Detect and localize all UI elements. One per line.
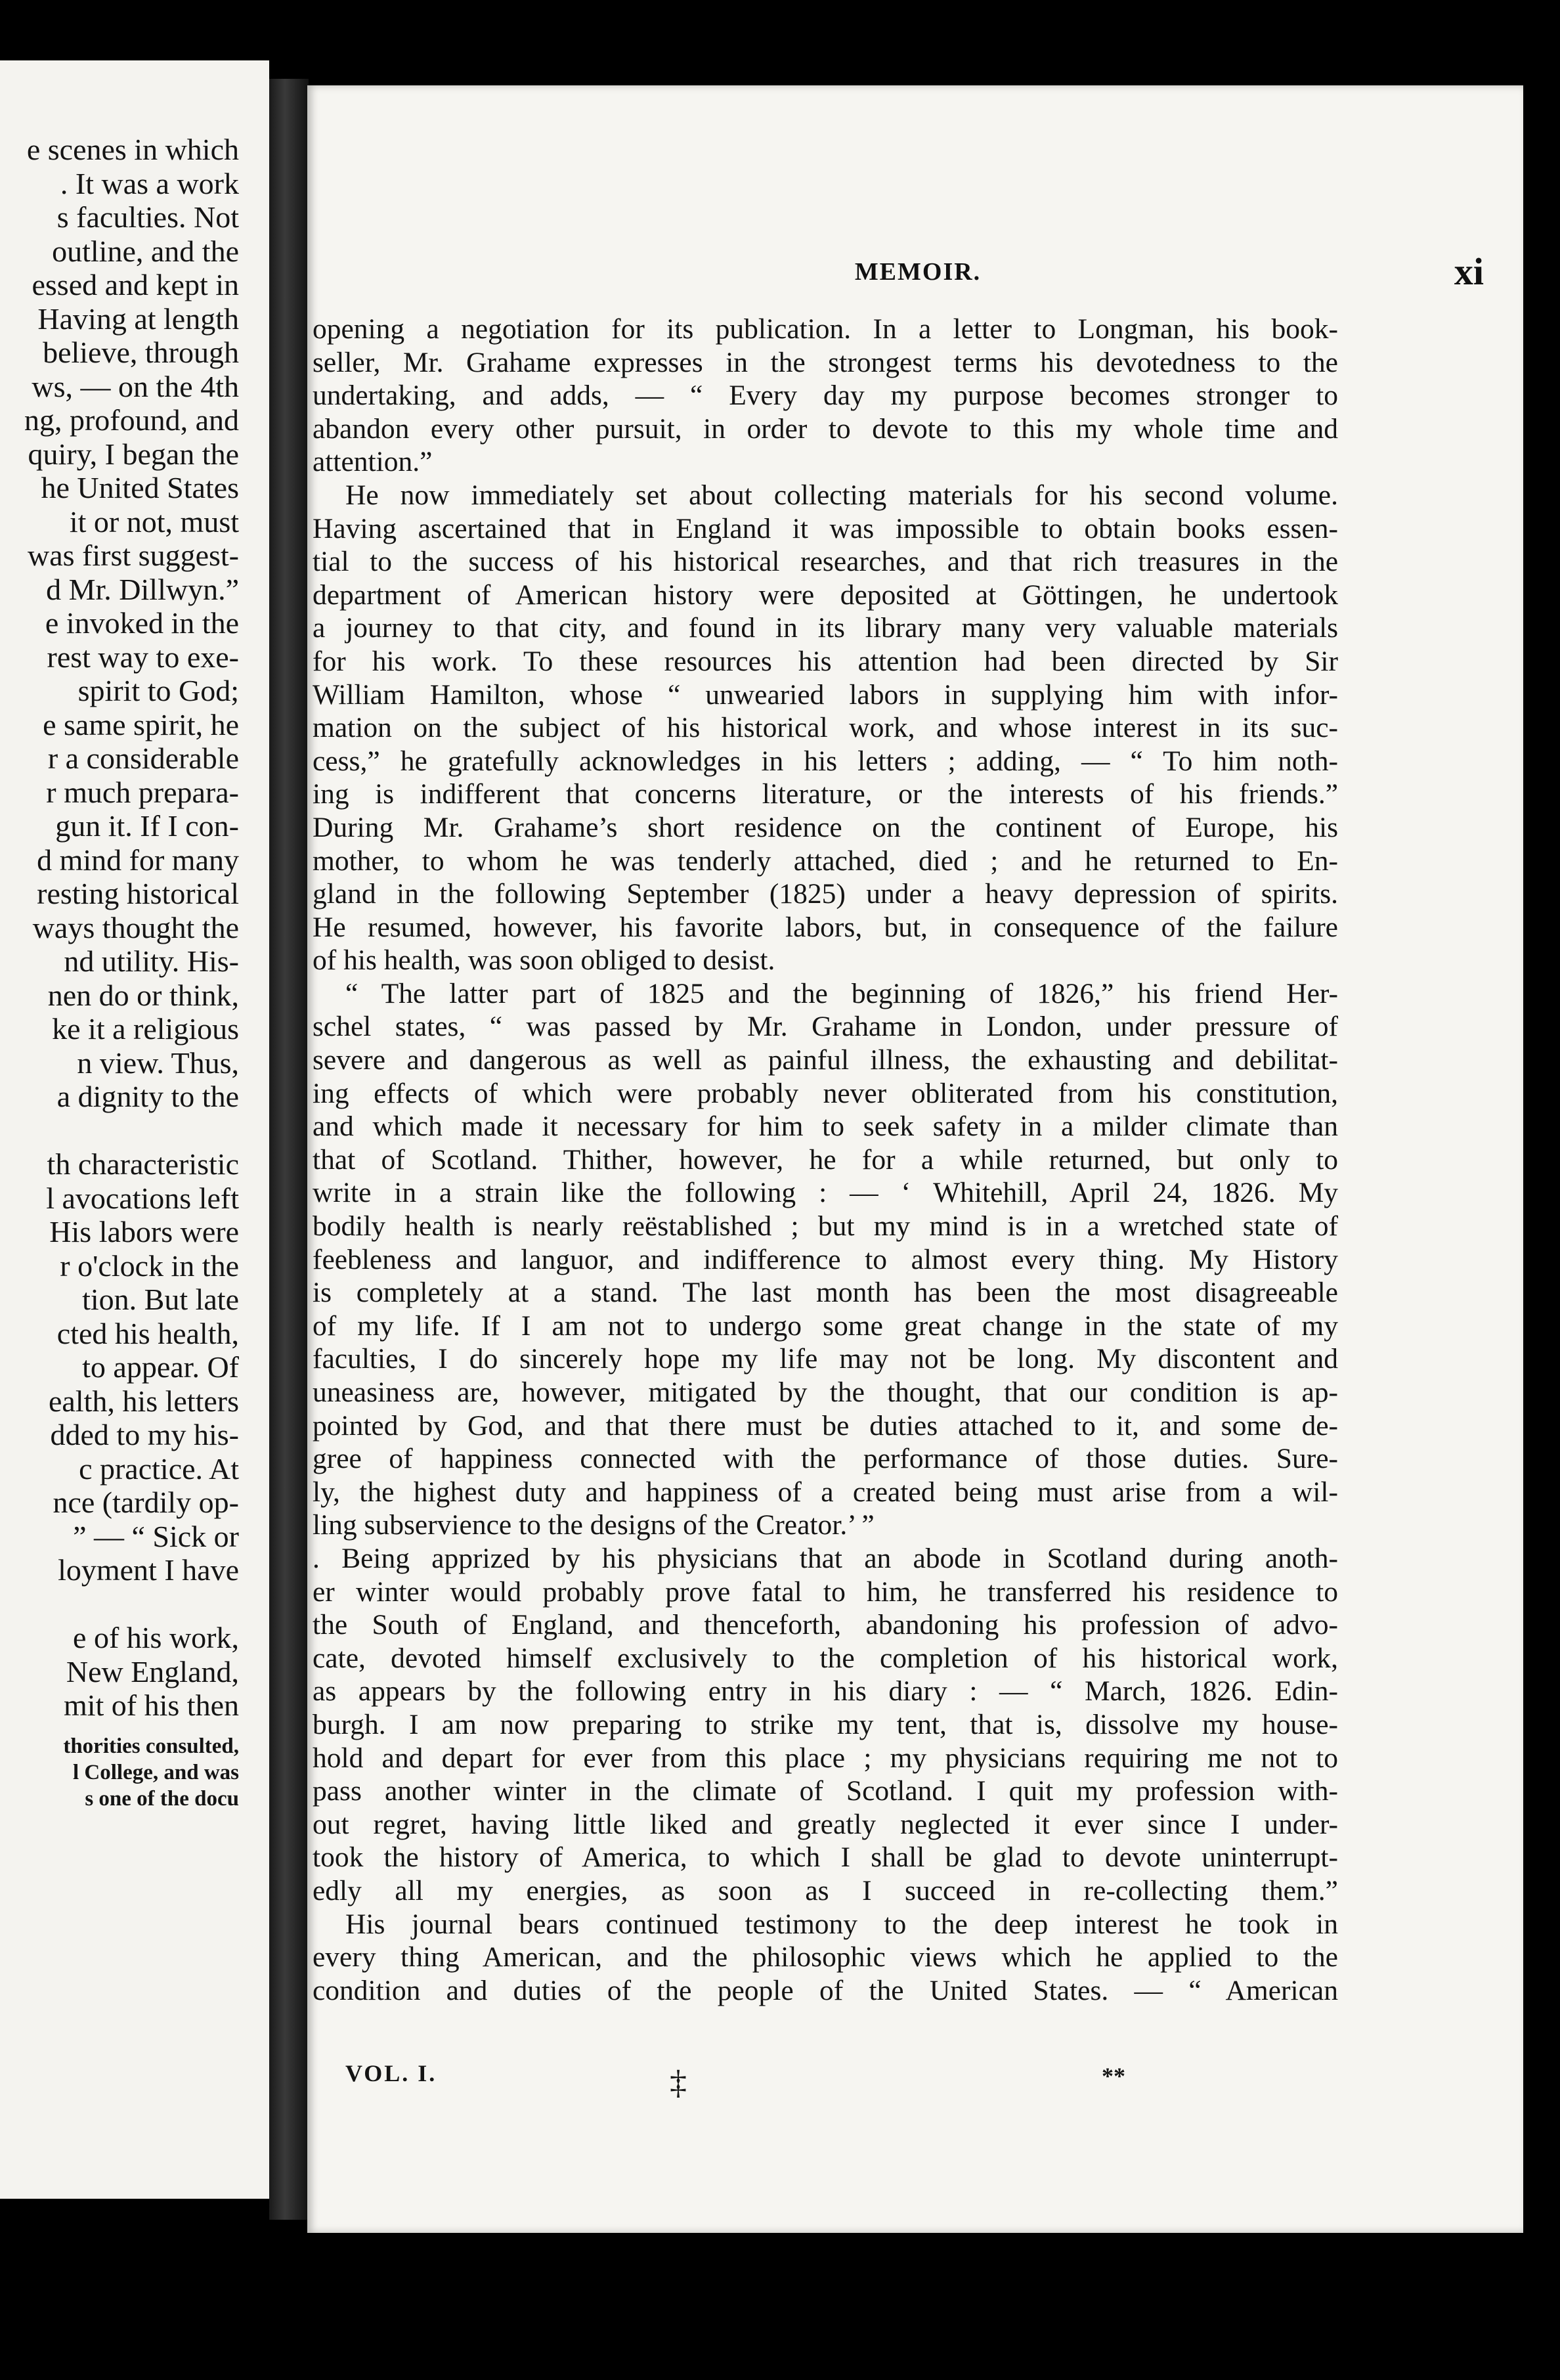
left-page-line: mit of his then <box>63 1688 239 1722</box>
text-line: feebleness and languor, and indifference to almost every thing. My History <box>313 1243 1338 1275</box>
left-page-line: ways thought the <box>32 910 239 944</box>
left-page-line: r o'clock in the <box>60 1248 239 1283</box>
text-line: hold and depart for ever from this place ; my physicians requiring me not to <box>313 1742 1338 1774</box>
left-page-footnote-line: s one of the docu <box>85 1786 239 1811</box>
text-line: pass another winter in the climate of Scotland. I quit my profession with- <box>313 1775 1338 1807</box>
text-line: schel states, “ was passed by Mr. Grahame in London, under pressure of <box>313 1011 1338 1043</box>
left-page-line: nd utility. His- <box>64 944 239 978</box>
text-line: cate, devoted himself exclusively to the completion of his historical work, <box>313 1642 1338 1674</box>
left-page-footnote-line: l College, and was <box>72 1760 239 1784</box>
left-page-line: outline, and the <box>52 234 239 268</box>
left-page-line: rest way to exe- <box>47 640 239 674</box>
left-page-line: e same spirit, he <box>43 707 239 741</box>
left-page-line: a dignity to the <box>56 1080 239 1113</box>
text-line: opening a negotiation for its publication. In a letter to Longman, his book- <box>313 313 1338 345</box>
left-page-line: c practice. At <box>79 1451 239 1486</box>
text-line: that of Scotland. Thither, however, he for a while returned, but only to <box>313 1143 1338 1176</box>
text-line: ing effects of which were probably never obliterated from his constitution, <box>313 1077 1338 1109</box>
left-page-line: spirit to God; <box>77 674 239 707</box>
text-line: attention.” <box>313 446 433 478</box>
left-page-line: l avocations left <box>46 1181 239 1215</box>
text-line: condition and duties of the people of the United States. — “ American <box>313 1974 1338 2006</box>
text-line: as appears by the following entry in his diary : — “ March, 1826. Edin- <box>313 1675 1338 1708</box>
text-line: seller, Mr. Grahame expresses in the strongest terms his devotedness to the <box>313 346 1338 378</box>
text-line: mation on the subject of his historical work, and whose interest in its suc- <box>313 712 1338 744</box>
text-line: mother, to whom he was tenderly attached, died ; and he returned to En- <box>313 845 1338 877</box>
left-page-line: ” — “ Sick or <box>73 1519 239 1553</box>
volume-signature: VOL. I. <box>345 2060 437 2086</box>
text-line: He resumed, however, his favorite labors, but, in consequence of the failure <box>313 911 1338 943</box>
left-page-line: . It was a work <box>60 166 239 200</box>
text-line: burgh. I am now preparing to strike my tent, that is, dissolve my house- <box>313 1708 1338 1740</box>
left-page-line: cted his health, <box>56 1316 239 1350</box>
left-page-line: n view. Thus, <box>77 1046 239 1080</box>
main-page <box>307 85 1523 2233</box>
left-page-line: was first suggest- <box>28 539 239 572</box>
signature-mark: ‡ <box>670 2064 687 2102</box>
left-page-line: r a considerable <box>47 741 239 775</box>
left-page-line: resting historical <box>37 877 239 910</box>
left-page-line: tion. But late <box>82 1283 239 1316</box>
left-page-line: nen do or think, <box>47 978 239 1012</box>
text-line: “ The latter part of 1825 and the beginning of 1826,” his friend Her- <box>345 977 1338 1009</box>
left-page-line: loyment I have <box>58 1553 239 1587</box>
left-page-line: believe, through <box>43 336 239 369</box>
text-line: took the history of America, to which I shall be glad to devote uninterrupt- <box>313 1841 1338 1874</box>
page-number: xi <box>1454 250 1484 293</box>
text-line: severe and dangerous as well as painful illness, the exhausting and debilitat- <box>313 1044 1338 1076</box>
signature-stars: ** <box>1102 2063 1125 2089</box>
text-line: undertaking, and adds, — “ Every day my purpose becomes stronger to <box>313 380 1338 412</box>
left-page-line: nce (tardily op- <box>53 1486 239 1519</box>
text-line: department of American history were deposited at Göttingen, he undertook <box>313 579 1338 611</box>
text-line: ing is indifferent that concerns literature, or the interests of his friends.” <box>313 778 1338 810</box>
left-page-line: e invoked in the <box>45 606 239 640</box>
left-page-line: th characteristic <box>47 1147 239 1181</box>
book-spine <box>269 79 309 2220</box>
text-line: cess,” he gratefully acknowledges in his letters ; adding, — “ To him noth- <box>313 745 1338 777</box>
left-page-line: r much prepara- <box>46 775 239 809</box>
left-page-line: essed and kept in <box>32 268 239 301</box>
text-line: tial to the success of his historical researches, and that rich treasures in the <box>313 546 1338 578</box>
text-line: abandon every other pursuit, in order to devote to this my whole time and <box>313 412 1338 445</box>
left-page-line: quiry, I began the <box>28 437 239 471</box>
left-page-line: dded to my his- <box>50 1418 239 1451</box>
text-line: out regret, having little liked and greatly neglected it ever since I under- <box>313 1808 1338 1840</box>
text-line: er winter would probably prove fatal to him, he transferred his residence to <box>313 1576 1338 1608</box>
left-page-line: d Mr. Dillwyn.” <box>46 572 239 606</box>
text-line: the South of England, and thenceforth, abandoning his profession of advo- <box>313 1609 1338 1641</box>
text-line: uneasiness are, however, mitigated by the thought, that our condition is ap- <box>313 1377 1338 1408</box>
text-line: . Being apprized by his physicians that an abode in Scotland during anoth- <box>313 1542 1338 1574</box>
page-title: MEMOIR. <box>854 258 982 286</box>
left-page-line: s faculties. Not <box>56 200 239 234</box>
left-page-line: His labors were <box>49 1215 239 1248</box>
text-line: gree of happiness connected with the performance of those duties. Sure- <box>313 1443 1338 1475</box>
text-line: ling subservience to the designs of the Creator.’ ” <box>313 1509 875 1541</box>
text-line: for his work. To these resources his attention had been directed by Sir <box>313 645 1338 677</box>
text-line: His journal bears continued testimony to the deep interest he took in <box>345 1908 1338 1940</box>
text-line: every thing American, and the philosophic views which he applied to the <box>313 1941 1338 1973</box>
text-line: of my life. If I am not to undergo some great change in the state of my <box>313 1310 1338 1342</box>
body-text <box>313 313 1338 2007</box>
text-line: is completely at a stand. The last month has been the most disagreeable <box>313 1277 1338 1309</box>
left-page-line: ke it a religious <box>52 1012 239 1046</box>
text-line: William Hamilton, whose “ unwearied labors in supplying him with infor- <box>313 678 1338 711</box>
left-page-line: d mind for many <box>37 843 239 877</box>
left-page-line: ng, profound, and <box>24 403 239 437</box>
text-line: edly all my energies, as soon as I succeed in re-collecting them.” <box>313 1874 1338 1906</box>
text-line: Having ascertained that in England it was impossible to obtain books essen- <box>313 512 1338 544</box>
left-page-line: Having at length <box>37 301 239 336</box>
left-page-line: ws, — on the 4th <box>32 369 239 403</box>
text-line: ly, the highest duty and happiness of a created being must arise from a wil- <box>313 1476 1338 1508</box>
left-page-line: New England, <box>66 1654 239 1688</box>
left-page-line: he United States <box>41 471 239 504</box>
left-page-line: gun it. If I con- <box>55 809 239 843</box>
text-line: write in a strain like the following : — ‘ Whitehill, April 24, 1826. My <box>313 1177 1338 1209</box>
text-line: of his health, was soon obliged to desist. <box>313 944 775 977</box>
text-line: and which made it necessary for him to seek safety in a milder climate than <box>313 1111 1338 1143</box>
left-page-fragment <box>0 60 269 2199</box>
text-line: a journey to that city, and found in its library many very valuable materials <box>313 612 1338 644</box>
text-line: pointed by God, and that there must be duties attached to it, and some de- <box>313 1409 1338 1442</box>
text-line: gland in the following September (1825) under a heavy depression of spirits. <box>313 878 1338 910</box>
left-page-line: it or not, must <box>69 504 239 539</box>
text-line: During Mr. Grahame’s short residence on the continent of Europe, his <box>313 811 1338 843</box>
left-page-line: ealth, his letters <box>49 1384 239 1418</box>
text-line: He now immediately set about collecting materials for his second volume. <box>345 479 1338 511</box>
text-line: bodily health is nearly reëstablished ; but my mind is in a wretched state of <box>313 1210 1338 1243</box>
left-page-line: e of his work, <box>73 1621 239 1654</box>
left-page-footnote-line: thorities consulted, <box>63 1734 239 1758</box>
left-page-line: e scenes in which <box>26 133 239 166</box>
left-page-line: to appear. Of <box>82 1350 239 1384</box>
text-line: faculties, I do sincerely hope my life may not be long. My discontent and <box>313 1343 1338 1375</box>
